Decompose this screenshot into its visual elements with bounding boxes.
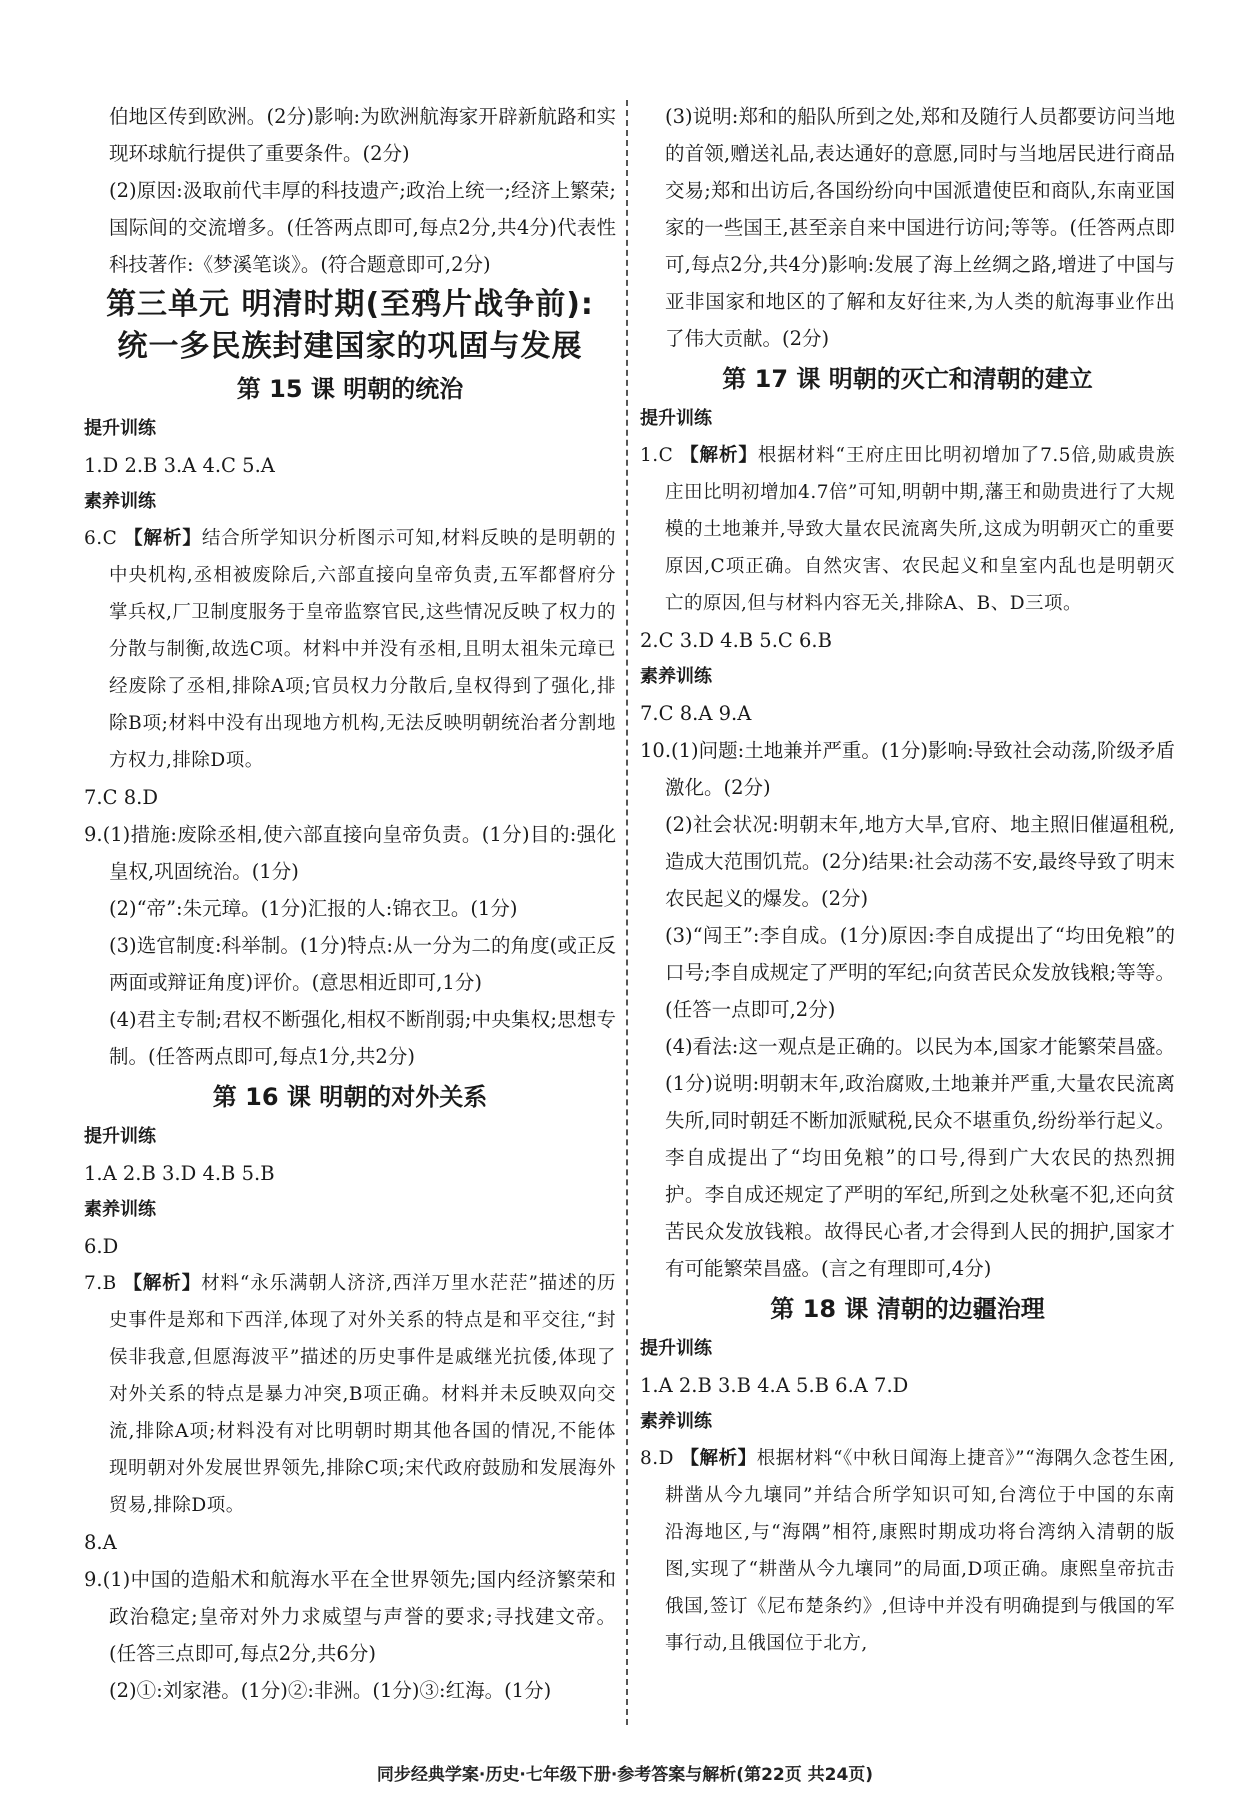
question-6-analysis [84, 520, 616, 779]
analysis-text: 材料“永乐满朝人济济,西洋万里水茫茫”描述的历史事件是郑和下西洋,体现了对外关系的特点是和平交往,“封侯非我意,但愿海波平”描述的历史事件是戚继光抗倭,体现了对外关系的特点是暴力冲突,B项正确。材料并未反映双向交流,排除A项;材料没有对比明朝时期其他各国的情况,不能体现明朝对外发展世界领先,排除C项;宋代政府鼓励和发展海外贸易,排除D项。 [109, 1273, 616, 1516]
analysis-tag: 【解析】 [680, 1448, 757, 1469]
answers-row: 1.A 2.B 3.D 4.B 5.B [84, 1162, 275, 1185]
lesson-16-title: 第 16 课 明朝的对外关系 [212, 1083, 488, 1111]
continued-answer-2: (2)原因:汲取前代丰厚的科技遗产;政治上统一;经济上繁荣;国际间的交流增多。(任答两点即可,每点2分,共4分)代表性科技著作:《梦溪笔谈》。(符合题意即可,2分) [109, 179, 616, 276]
analysis-tag: 【解析】 [123, 1273, 202, 1294]
lesson-17-title: 第 17 课 明朝的灭亡和清朝的建立 [722, 365, 1093, 393]
question-9-part-1: 9.(1)措施:废除丞相,使六部直接向皇帝负责。(1分)目的:强化皇权,巩固统治。(1分) [84, 823, 616, 883]
column-divider [626, 100, 628, 1725]
question-9-part-2: (2)①:刘家港。(1分)②:非洲。(1分)③:红海。(1分) [109, 1679, 552, 1702]
analysis-text: 结合所学知识分析图示可知,材料反映的是明朝的中央机构,丞相被废除后,六部直接向皇帝负责,五军都督府分掌兵权,厂卫制度服务于皇帝监察官民,这些情况反映了权力的分散与制衡,故选C项。材料中并没有丞相,且明太祖朱元璋已经废除了丞相,排除A项;官员权力分散后,皇权得到了强化,排除B项;材料中没有出现地方机构,无法反映明朝统治者分割地方权力,排除D项。 [109, 528, 616, 771]
analysis-text: 根据材料“《中秋日闻海上捷音》”“海隅久念苍生困,耕凿从今九壤同”并结合所学知识可知,台湾位于中国的东南沿海地区,与“海隅”相符,康熙时期成功将台湾纳入清朝的版图,实现了“耕凿从今九壤同”的局面,D项正确。康熙皇帝抗击俄国,签订《尼布楚条约》,但诗中并没有明确提到与俄国的军事行动,且俄国位于北方, [665, 1448, 1175, 1654]
question-number: 7.B [84, 1273, 117, 1294]
left-column [84, 98, 616, 1709]
unit-title-line-1: 第三单元 明清时期(至鸦片战争前): [106, 287, 594, 322]
section-label-suyang: 素养训练 [640, 1411, 712, 1432]
answers-row: 1.A 2.B 3.B 4.A 5.B 6.A 7.D [640, 1374, 909, 1397]
question-1-analysis [640, 437, 1175, 622]
question-10-part-1: 10.(1)问题:土地兼并严重。(1分)影响:导致社会动荡,阶级矛盾激化。(2分) [640, 739, 1175, 799]
answers-row: 2.C 3.D 4.B 5.C 6.B [640, 629, 832, 652]
continued-answer-3: (3)说明:郑和的船队所到之处,郑和及随行人员都要访问当地的首领,赠送礼品,表达通好的意愿,同时与当地居民进行商品交易;郑和出访后,各国纷纷向中国派遣使臣和商队,东南亚国家的一些国王,甚至亲自来中国进行访问;等等。(任答两点即可,每点2分,共4分)影响:发展了海上丝绸之路,增进了中国与亚非国家和地区的了解和友好往来,为人类的航海事业作出了伟大贡献。(2分) [665, 105, 1175, 350]
section-label-tisheng: 提升训练 [84, 418, 156, 439]
question-9-part-3: (3)选官制度:科举制。(1分)特点:从一分为二的角度(或正反两面或辩证角度)评价。(意思相近即可,1分) [109, 934, 616, 994]
question-9-part-2: (2)“帝”:朱元璋。(1分)汇报的人:锦衣卫。(1分) [109, 897, 518, 920]
section-label-suyang: 素养训练 [640, 666, 712, 687]
answers-row: 6.D [84, 1235, 119, 1258]
answers-row: 7.C 8.D [84, 786, 158, 809]
section-label-tisheng: 提升训练 [640, 1338, 712, 1359]
analysis-text: 根据材料“王府庄田比明初增加了7.5倍,勋戚贵族庄田比明初增加4.7倍”可知,明朝中期,藩王和勋贵进行了大规模的土地兼并,导致大量农民流离失所,这成为明朝灭亡的重要原因,C项正确。自然灾害、农民起义和皇室内乱也是明朝灭亡的原因,但与材料内容无关,排除A、B、D三项。 [665, 445, 1175, 614]
unit-title-line-2: 统一多民族封建国家的巩固与发展 [117, 329, 583, 364]
answers-row: 8.A [84, 1531, 117, 1554]
question-number: 6.C [84, 528, 118, 549]
question-10-part-2: (2)社会状况:明朝末年,地方大旱,官府、地主照旧催逼租税,造成大范围饥荒。(2分)结果:社会动荡不安,最终导致了明末农民起义的爆发。(2分) [665, 813, 1175, 910]
question-10-part-4: (4)看法:这一观点是正确的。以民为本,国家才能繁荣昌盛。(1分)说明:明朝末年,政治腐败,土地兼并严重,大量农民流离失所,同时朝廷不断加派赋税,民众不堪重负,纷纷举行起义。李自成提出了“均田免粮”的口号,得到广大农民的热烈拥护。李自成还规定了严明的军纪,所到之处秋毫不犯,还向贫苦民众发放钱粮。故得民心者,才会得到人民的拥护,国家才有可能繁荣昌盛。(言之有理即可,4分) [665, 1035, 1175, 1280]
right-column [640, 98, 1175, 1662]
lesson-15-title: 第 15 课 明朝的统治 [236, 375, 464, 403]
answers-row: 1.D 2.B 3.A 4.C 5.A [84, 454, 275, 477]
question-number: 8.D [640, 1448, 674, 1469]
page-footer: 同步经典学案·历史·七年级下册·参考答案与解析(第22页 共24页) [376, 1765, 874, 1785]
analysis-tag: 【解析】 [680, 445, 758, 466]
section-label-tisheng: 提升训练 [84, 1126, 156, 1147]
answers-row: 7.C 8.A 9.A [640, 702, 752, 725]
question-9-part-4: (4)君主专制;君权不断强化,相权不断削弱;中央集权;思想专制。(任答两点即可,每点1分,共2分) [109, 1008, 616, 1068]
section-label-tisheng: 提升训练 [640, 408, 712, 429]
continued-answer-1: 伯地区传到欧洲。(2分)影响:为欧洲航海家开辟新航路和实现环球航行提供了重要条件。(2分) [109, 105, 616, 165]
question-8-analysis [640, 1440, 1175, 1662]
question-9-part-1: 9.(1)中国的造船术和航海水平在全世界领先;国内经济繁荣和政治稳定;皇帝对外力求威望与声誉的要求;寻找建文帝。(任答三点即可,每点2分,共6分) [84, 1568, 616, 1665]
question-10-part-3: (3)“闯王”:李自成。(1分)原因:李自成提出了“均田免粮”的口号;李自成规定了严明的军纪;向贫苦民众发放钱粮;等等。(任答一点即可,2分) [665, 924, 1175, 1021]
question-number: 1.C [640, 445, 674, 466]
lesson-18-title: 第 18 课 清朝的边疆治理 [770, 1295, 1045, 1323]
section-label-suyang: 素养训练 [84, 491, 156, 512]
section-label-suyang: 素养训练 [84, 1199, 156, 1220]
analysis-tag: 【解析】 [124, 528, 202, 549]
question-7-analysis [84, 1265, 616, 1524]
